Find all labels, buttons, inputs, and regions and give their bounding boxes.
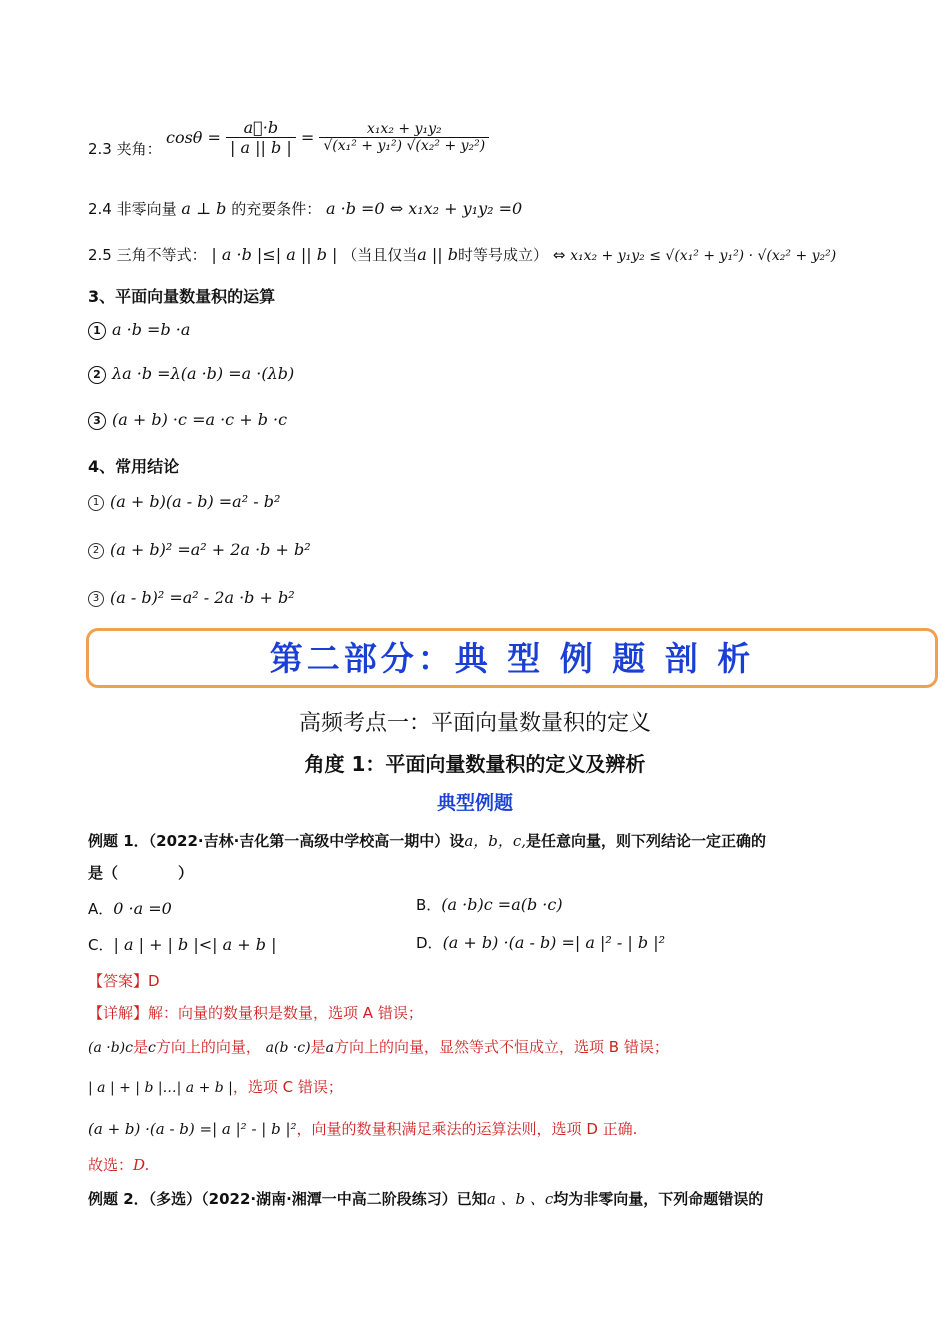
detail-tag: 【详解】 <box>88 1004 149 1022</box>
op-formula-3: (a + b) ·c =a ·c + b ·c <box>112 410 288 429</box>
section-2-4 <box>88 198 522 219</box>
concl-num-3: 3 <box>88 591 104 607</box>
ex2-vars: a 、b 、c <box>486 1190 554 1208</box>
ex1-detail-4 <box>88 1118 637 1139</box>
s23-frac1 <box>226 118 296 157</box>
detail2-formula-2: a(b ·c) <box>265 1040 311 1056</box>
s23-f2-num: x₁x₂ + y₁y₂ <box>366 121 442 137</box>
op-formula-1: a ·b =b ·a <box>112 320 191 339</box>
ex1-conclusion <box>88 1154 149 1175</box>
example-2-title <box>88 1188 763 1209</box>
heading-4: 4、常用结论 <box>88 457 180 476</box>
ex1-vars: a，b，c, <box>464 832 527 850</box>
s23-label: 2.3 夹角： <box>88 140 162 158</box>
concl-formula-2: (a + b)² =a² + 2a ·b + b² <box>110 540 311 559</box>
detail3-formula: | a | + | b |…| a + b | <box>88 1080 233 1096</box>
ex1-detail-1 <box>88 1002 423 1023</box>
option-c-formula: | a | + | b |<| a + b | <box>113 935 277 954</box>
detail2-var-1: c <box>148 1040 156 1056</box>
ex1-detail-3 <box>88 1076 343 1097</box>
detail2-text-4: 方向上的向量，显然等式不恒成立，选项 B 错误； <box>334 1038 669 1056</box>
ex1-line2: 是（ ） <box>88 864 194 882</box>
op-item-3 <box>88 410 287 430</box>
op-num-1: 1 <box>88 322 106 340</box>
topic-heading: 高频考点一：平面向量数量积的定义 <box>298 711 651 736</box>
concl-item-1 <box>88 492 280 511</box>
detail2-var-2: a <box>325 1040 334 1056</box>
concl-item-3 <box>88 588 295 607</box>
s23-f1-num: a⃗·b <box>243 118 279 137</box>
detail2-formula-1: (a ·b)c <box>88 1040 133 1056</box>
s23-formula <box>166 118 489 157</box>
angle-heading: 角度 1：平面向量数量积的定义及辨析 <box>304 752 646 776</box>
ex1-detail-2 <box>88 1036 669 1057</box>
option-c-label: C． <box>88 936 114 954</box>
s24-label: 2.4 非零向量 <box>88 200 177 218</box>
ex1-title: 例题 1．（2022·吉林·吉化第一高级中学校高一期中）设 <box>88 832 465 850</box>
s25-formula2: x₁x₂ + y₁y₂ ≤ √(x₁² + y₁²) · √(x₂² + y₂²) <box>570 248 837 264</box>
op-formula-2: λa ·b =λ(a ·b) =a ·(λb) <box>112 364 295 383</box>
s25-note-close: 时等号成立） <box>457 246 548 264</box>
detail2-text-2: 方向上的向量， <box>155 1038 261 1056</box>
option-a-label: A． <box>88 900 114 918</box>
s25-label: 2.5 三角不等式： <box>88 246 207 264</box>
detail3-text: ，选项 C 错误； <box>232 1078 343 1096</box>
conclusion-pre: 故选： <box>88 1156 134 1174</box>
concl-num-2: 2 <box>88 543 104 559</box>
option-d-formula: (a + b) ·(a - b) =| a |² - | b |² <box>442 933 666 952</box>
op-item-1 <box>88 320 190 340</box>
detail2-text-3: 是 <box>310 1038 326 1056</box>
option-d[interactable] <box>416 932 665 953</box>
s25-note-open: （当且仅当 <box>342 246 418 264</box>
option-b[interactable] <box>416 894 563 915</box>
detail4-formula: (a + b) ·(a - b) =| a |² - | b |² <box>88 1120 297 1138</box>
s23-frac2 <box>319 121 489 154</box>
ex2-title: 例题 2．（多选）（2022·湖南·湘潭一中高二阶段练习）已知 <box>88 1190 487 1208</box>
op-num-2: 2 <box>88 366 106 384</box>
s25-note-cond: a || b <box>417 245 458 264</box>
s23-lhs: cosθ = <box>166 128 221 147</box>
option-d-label: D． <box>416 934 443 952</box>
option-b-formula: (a ·b)c =a(b ·c) <box>441 895 563 914</box>
s24-formula: a ·b =0 ⇔ x₁x₂ + y₁y₂ =0 <box>325 199 523 218</box>
example-1-title <box>88 830 766 851</box>
s25-arrow: ⇔ <box>552 246 566 264</box>
op-num-3: 3 <box>88 412 106 430</box>
s23-eq: = <box>300 128 315 147</box>
s23-f2-den: √(x₁² + y₁²) √(x₂² + y₂²) <box>319 137 489 154</box>
option-a[interactable] <box>88 898 172 919</box>
s23-f1-den: | a || b | <box>226 137 296 157</box>
op-item-2 <box>88 364 294 384</box>
concl-item-2 <box>88 540 311 559</box>
s25-formula: | a ·b |≤| a || b | <box>211 245 338 264</box>
conclusion-answer: D. <box>133 1156 150 1174</box>
option-a-formula: 0 ·a =0 <box>113 899 172 918</box>
option-c[interactable] <box>88 934 276 955</box>
part-two-banner <box>86 628 938 688</box>
detail-text-1: 解：向量的数量积是数量，选项 A 错误； <box>148 1004 423 1022</box>
ex1-tail: 是任意向量，则下列结论一定正确的 <box>526 832 767 850</box>
concl-formula-1: (a + b)(a - b) =a² - b² <box>110 492 281 511</box>
typical-heading: 典型例题 <box>436 792 513 814</box>
ex1-answer: 【答案】D <box>88 972 160 990</box>
concl-formula-3: (a - b)² =a² - 2a ·b + b² <box>110 588 295 607</box>
option-b-label: B． <box>416 896 442 914</box>
section-2-3 <box>88 138 162 159</box>
heading-3: 3、平面向量数量积的运算 <box>88 287 276 306</box>
s24-label2: 的充要条件： <box>231 200 322 218</box>
concl-num-1: 1 <box>88 495 104 511</box>
ex2-tail: 均为非零向量，下列命题错误的 <box>553 1190 764 1208</box>
detail4-text: ，向量的数量积满足乘法的运算法则，选项 D 正确. <box>296 1120 638 1138</box>
s24-cond: a ⊥ b <box>181 199 227 218</box>
section-2-5 <box>88 244 836 265</box>
banner-title: 第二部分：典 型 例 题 剖 析 <box>269 639 755 678</box>
detail2-text-1: 是 <box>132 1038 148 1056</box>
